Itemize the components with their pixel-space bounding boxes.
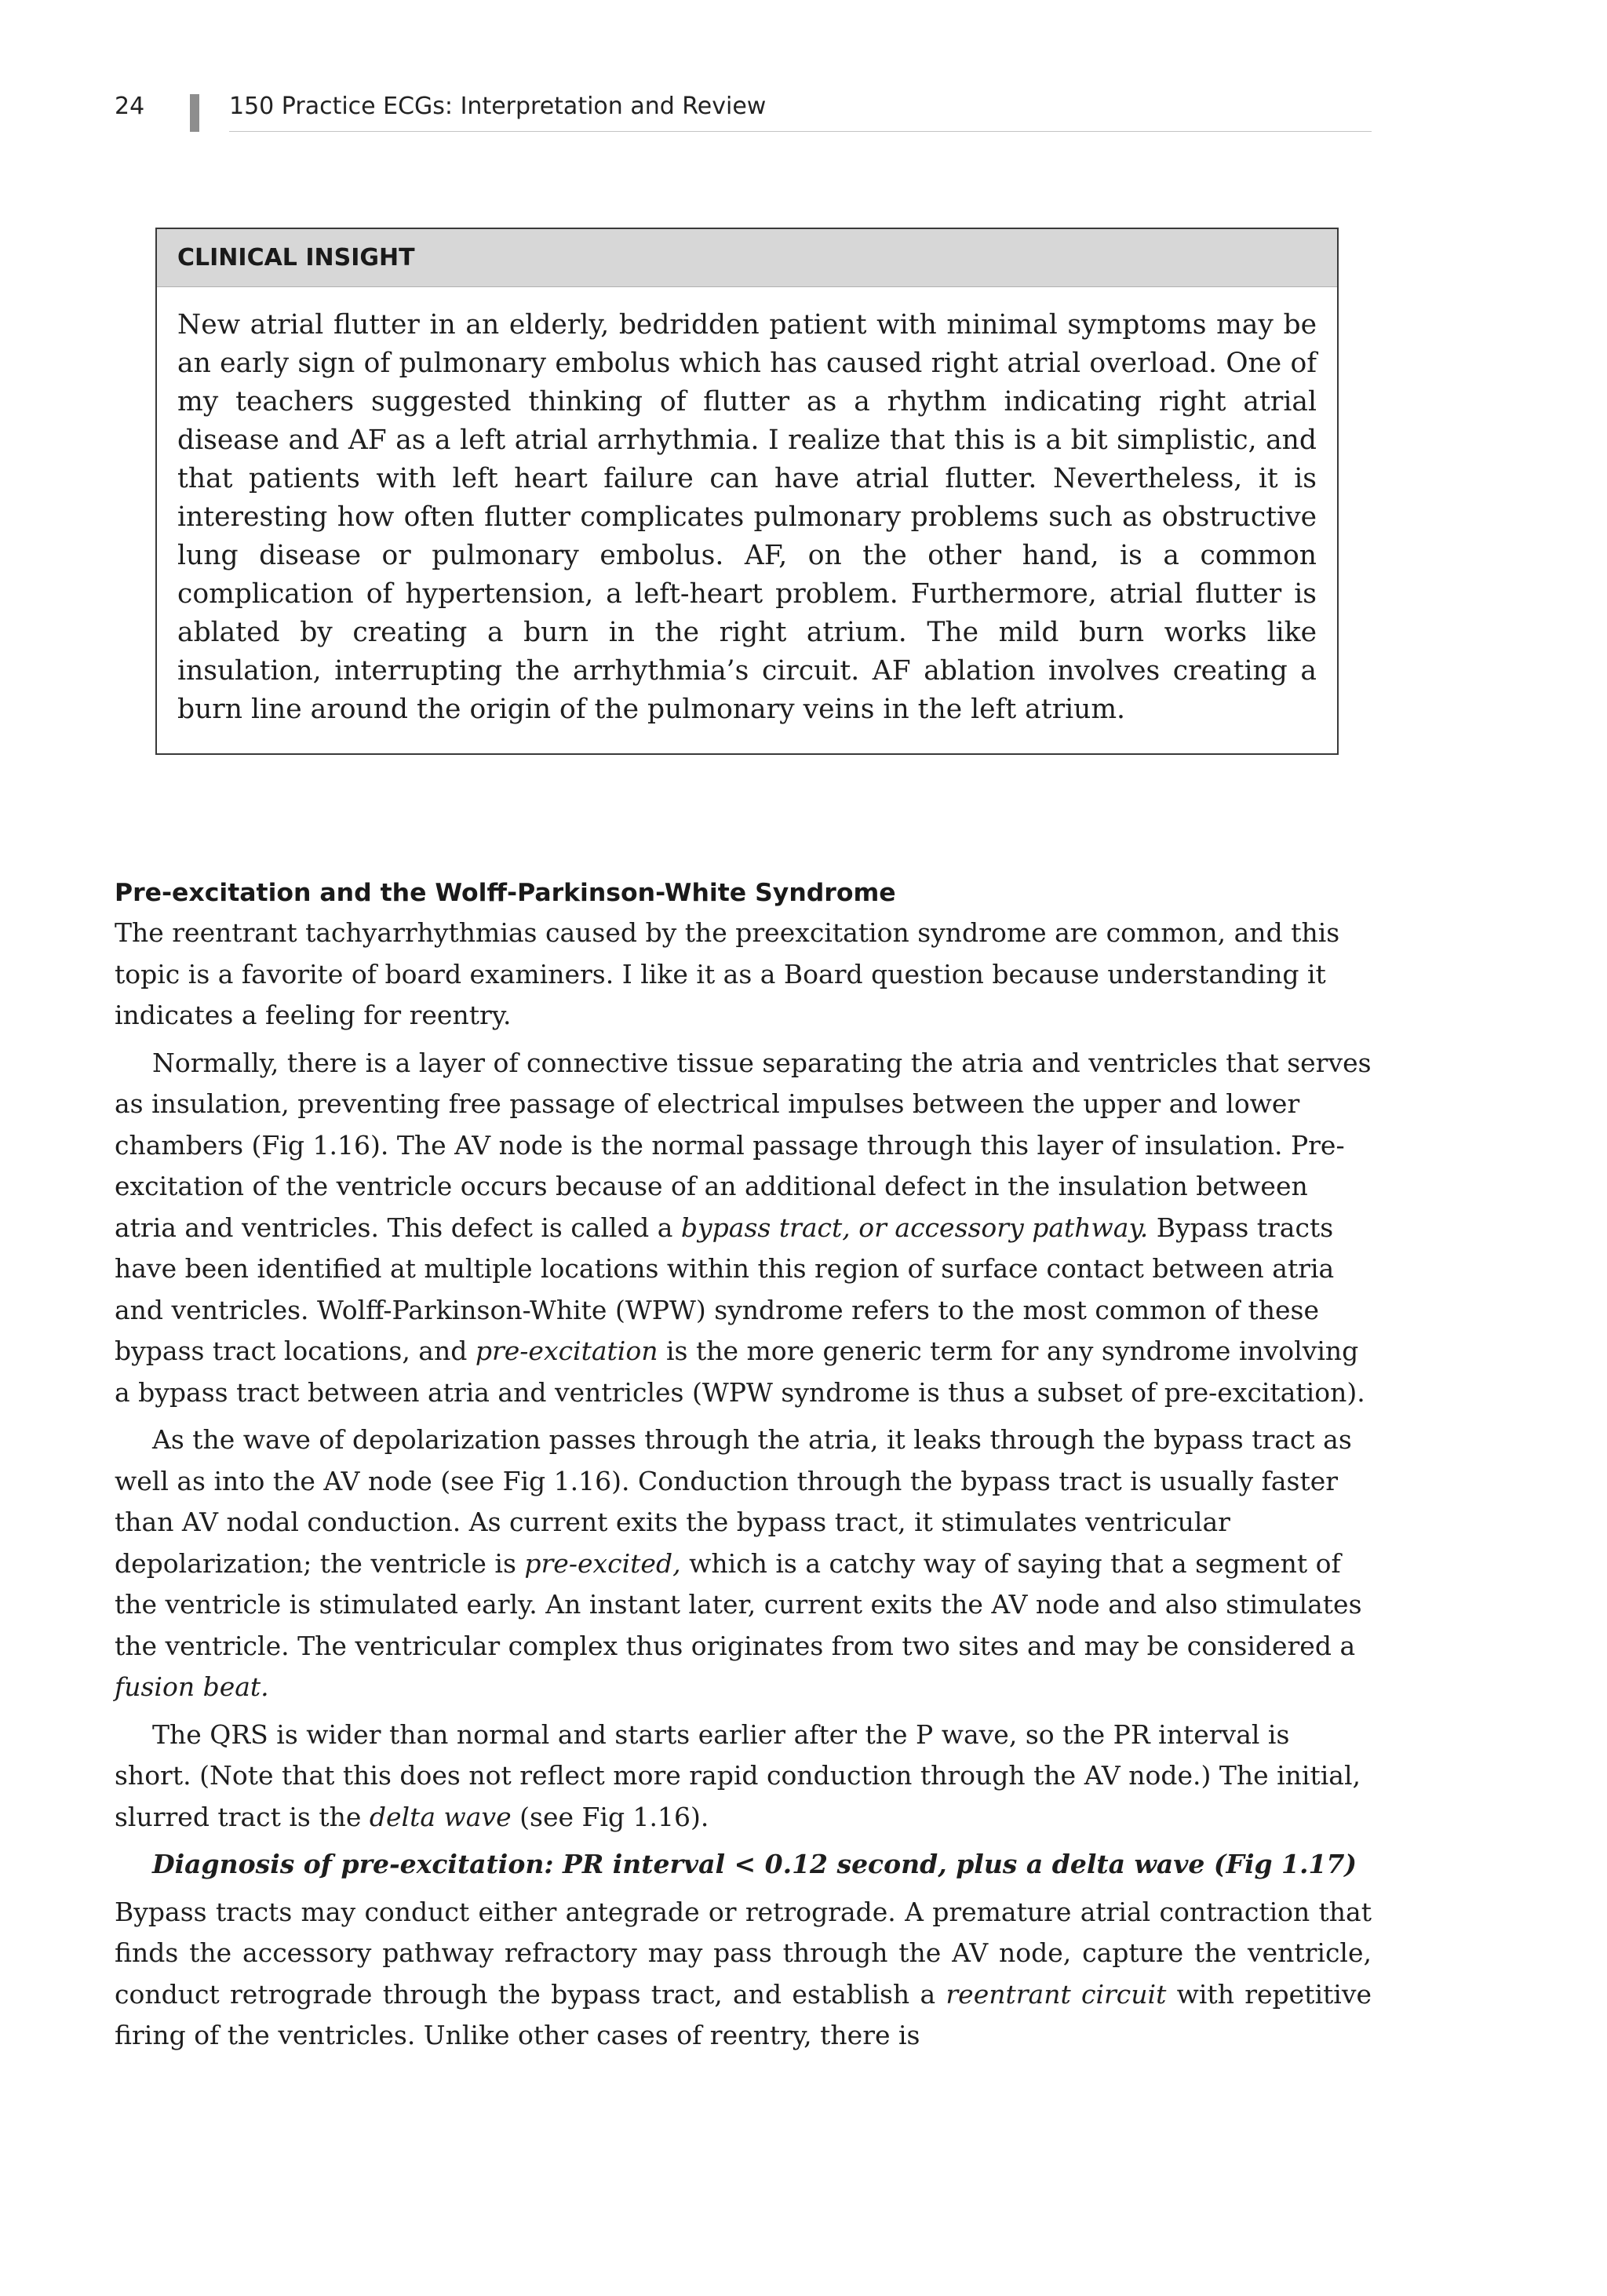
header-bar-decoration xyxy=(190,94,199,132)
term-pre-excited: pre-excited, xyxy=(524,1547,681,1579)
text-segment: is the more generic term for any syndrome involving a bypass tract between atria and ventricles (WPW syndrome is thus a subset of pre-excitation). xyxy=(115,1336,1365,1408)
diagnosis-criteria: Diagnosis of pre-excitation: PR interval < 0.12 second, plus a delta wave (Fig 1.17) xyxy=(152,1849,1357,1879)
paragraph-intro: The reentrant tachyarrhythmias caused by the preexcitation syndrome are common, and this topic is a favorite of board examiners. I like it as a Board question because understanding it indicates a feeling for reentry. xyxy=(115,917,1340,1030)
body-text xyxy=(115,913,1372,2063)
text-segment: Bypass tracts may conduct either antegrade or retrograde. A premature atrial contraction that finds the accessory pathway refractory may pass through the AV node, capture the ventricle, conduct retrograde through the bypass tract, and establish a xyxy=(115,1896,1372,2010)
term-delta-wave: delta wave xyxy=(369,1801,512,1832)
section-heading: Pre-excitation and the Wolff-Parkinson-White Syndrome xyxy=(115,879,896,907)
term-bypass-tract: bypass tract, or accessory pathway. xyxy=(680,1212,1149,1243)
text-segment: which is a catchy way of saying that a segment of the ventricle is stimulated early. An instant later, current exits the AV node and also stimulates the ventricle. The ventricular complex thus originates from two sites and may be considered a xyxy=(115,1547,1362,1661)
clinical-insight-text: New atrial flutter in an elderly, bedridden patient with minimal symptoms may be an early sign of pulmonary embolus which has caused right atrial overload. One of my teachers suggested thinking of flutter as a rhythm indicating right atrial disease and AF as a left atrial arrhythmia. I realize that this is a bit simplistic, and that patients with left heart failure can have atrial flutter. Nevertheless, it is interesting how often flutter complicates pulmonary problems such as obstructive lung disease or pulmonary embolus. AF, on the other hand, is a common complication of hypertension, a left-heart problem. Furthermore, atrial flutter is ablated by creating a burn in the right atrium. The mild burn works like insulation, interrupting the arrhythmia’s circuit. AF ablation involves creating a burn line around the origin of the pulmonary veins in the left atrium. xyxy=(177,309,1317,725)
paragraph-qrs xyxy=(115,1715,1372,1839)
clinical-insight-heading: CLINICAL INSIGHT xyxy=(157,229,1337,287)
text-segment: The QRS is wider than normal and starts earlier after the P wave, so the PR interval is short. (Note that this does not reflect more rapid conduction through the AV node.) The initial, slurred tract is the xyxy=(115,1718,1361,1832)
header-divider xyxy=(229,131,1372,132)
term-reentrant-circuit: reentrant circuit xyxy=(946,1978,1167,2010)
term-pre-excitation: pre-excitation xyxy=(475,1336,658,1366)
text-segment: As the wave of depolarization passes through the atria, it leaks through the bypass tract as well as into the AV node (see Fig 1.16). Conduction through the bypass tract is usually faster than AV nodal conduction. As current exits the bypass tract, it stimulates ventricular depolarization; the ventricle is xyxy=(115,1424,1352,1579)
text-segment: (see Fig 1.16). xyxy=(511,1801,709,1832)
term-fusion-beat: fusion beat. xyxy=(115,1671,269,1702)
text-segment: Bypass tracts have been identified at multiple locations within this region of surface contact between atria and ventricles. Wolff-Parkinson-White (WPW) syndrome refers to the most common of these bypass tract locations, and xyxy=(115,1212,1335,1366)
paragraph-insulation xyxy=(115,1043,1372,1414)
clinical-insight-box xyxy=(155,228,1339,755)
page-number: 24 xyxy=(115,93,145,120)
paragraph-bypass-conduction xyxy=(115,1892,1372,2057)
text-segment: Normally, there is a layer of connective tissue separating the atria and ventricles that serves as insulation, preventing free passage of electrical impulses between the upper and lower chambers (Fig 1.16). The AV node is the normal passage through this layer of insulation. Pre-excitation of the ventricle occurs because of an additional defect in the insulation between atria and ventricles. This defect is called a xyxy=(115,1047,1372,1243)
text-segment: with repetitive firing of the ventricles. Unlike other cases of reentry, there is xyxy=(115,1978,1372,2050)
paragraph-depolarization xyxy=(115,1420,1372,1708)
running-title: 150 Practice ECGs: Interpretation and Review xyxy=(229,93,767,120)
